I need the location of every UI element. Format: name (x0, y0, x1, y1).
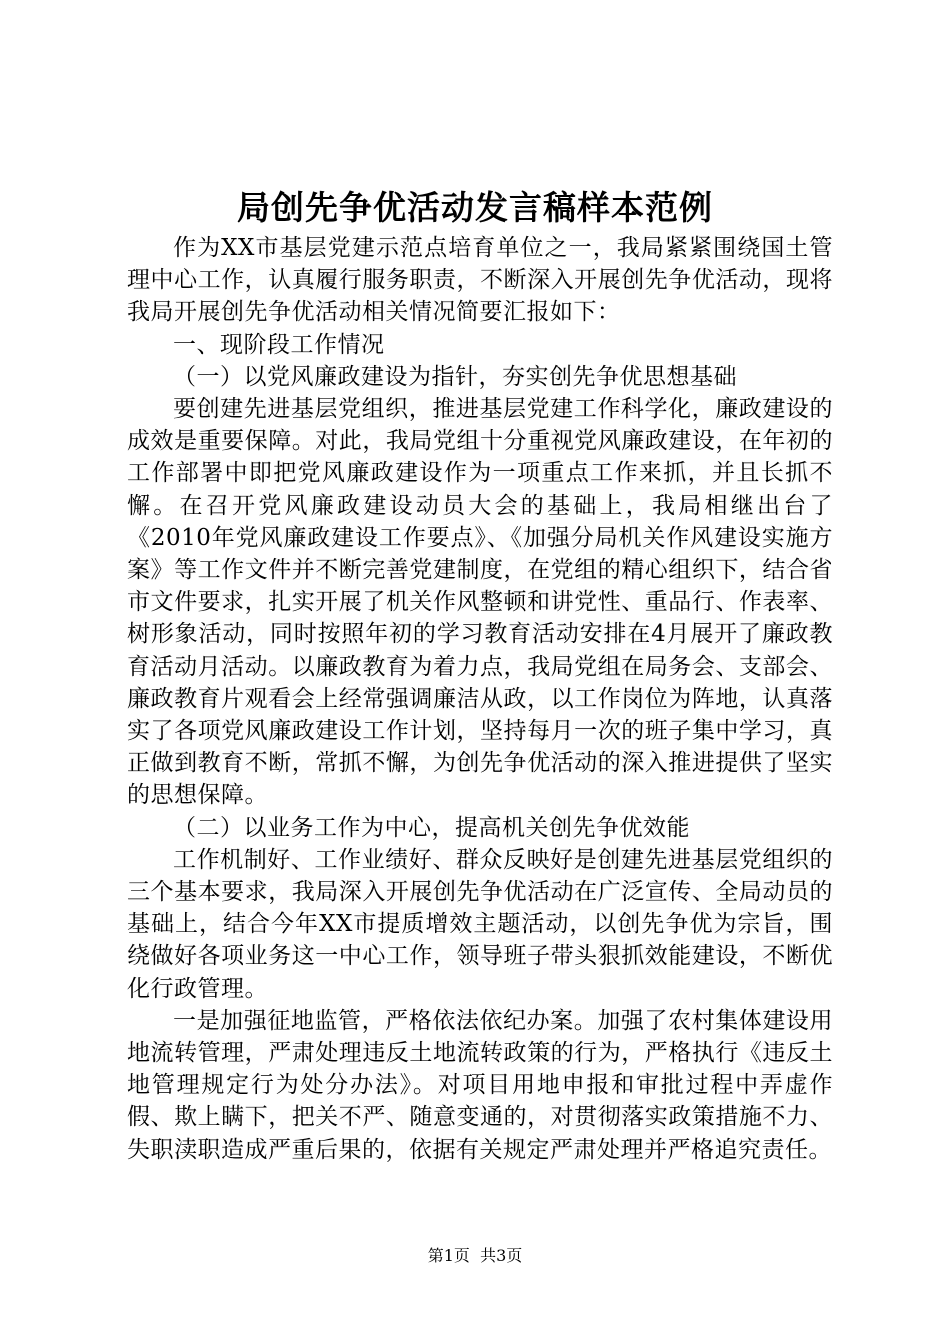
page-number: 第1页 (427, 1246, 470, 1265)
document-title: 局创先争优活动发言稿样本范例 (237, 188, 713, 227)
section-heading-current-work: 一、现阶段工作情况 (173, 331, 385, 358)
intro-paragraph: 作为XX市基层党建示范点培育单位之一，我局紧紧围绕国土管理中心工作，认真履行服务职责，不断深入开展创先争优活动，现将我局开展创先争优活动相关情况简要汇报如下： (127, 235, 833, 326)
document-body (127, 232, 833, 1166)
page-total: 共3页 (480, 1246, 523, 1265)
body-paragraph-2: 工作机制好、工作业绩好、群众反映好是创建先进基层党组织的三个基本要求，我局深入开展创先争优活动在广泛宣传、全局动员的基础上，结合今年XX市提质增效主题活动，以创先争优为宗旨，围绕做好各项业务这一中心工作，领导班子带头狠抓效能建设，不断优化行政管理。 (127, 846, 833, 1002)
page-footer (0, 1244, 950, 1268)
subsection-heading-1: （一）以党风廉政建设为指针，夯实创先争优思想基础 (173, 363, 737, 390)
body-paragraph-3: 一是加强征地监管，严格依法依纪办案。加强了农村集体建设用地流转管理，严肃处理违反土地流转政策的行为，严格执行《违反土地管理规定行为处分办法》。对项目用地申报和审批过程中弄虚作假、欺上瞒下，把关不严、随意变通的，对贯彻落实政策措施不力、失职渎职造成严重后果的，依据有关规定严肃处理并严格追究责任。 (127, 1007, 833, 1163)
subsection-heading-2: （二）以业务工作为中心，提高机关创先争优效能 (173, 814, 690, 841)
body-paragraph-1: 要创建先进基层党组织，推进基层党建工作科学化，廉政建设的成效是重要保障。对此，我局党组十分重视党风廉政建设，在年初的工作部署中即把党风廉政建设作为一项重点工作来抓，并且长抓不懈。在召开党风廉政建设动员大会的基础上，我局相继出台了《2010年党风廉政建设工作要点》、《加强分局机关作风建设实施方案》等工作文件并不断完善党建制度，在党组的精心组织下，结合省市文件要求，扎实开展了机关作风整顿和讲党性、重品行、作表率、树形象活动，同时按照年初的学习教育活动安排在4月展开了廉政教育活动月活动。以廉政教育为着力点，我局党组在局务会、支部会、廉政教育片观看会上经常强调廉洁从政，以工作岗位为阵地，认真落实了各项党风廉政建设工作计划，坚持每月一次的班子集中学习，真正做到教育不断，常抓不懈，为创先争优活动的深入推进提供了坚实的思想保障。 (127, 396, 833, 809)
